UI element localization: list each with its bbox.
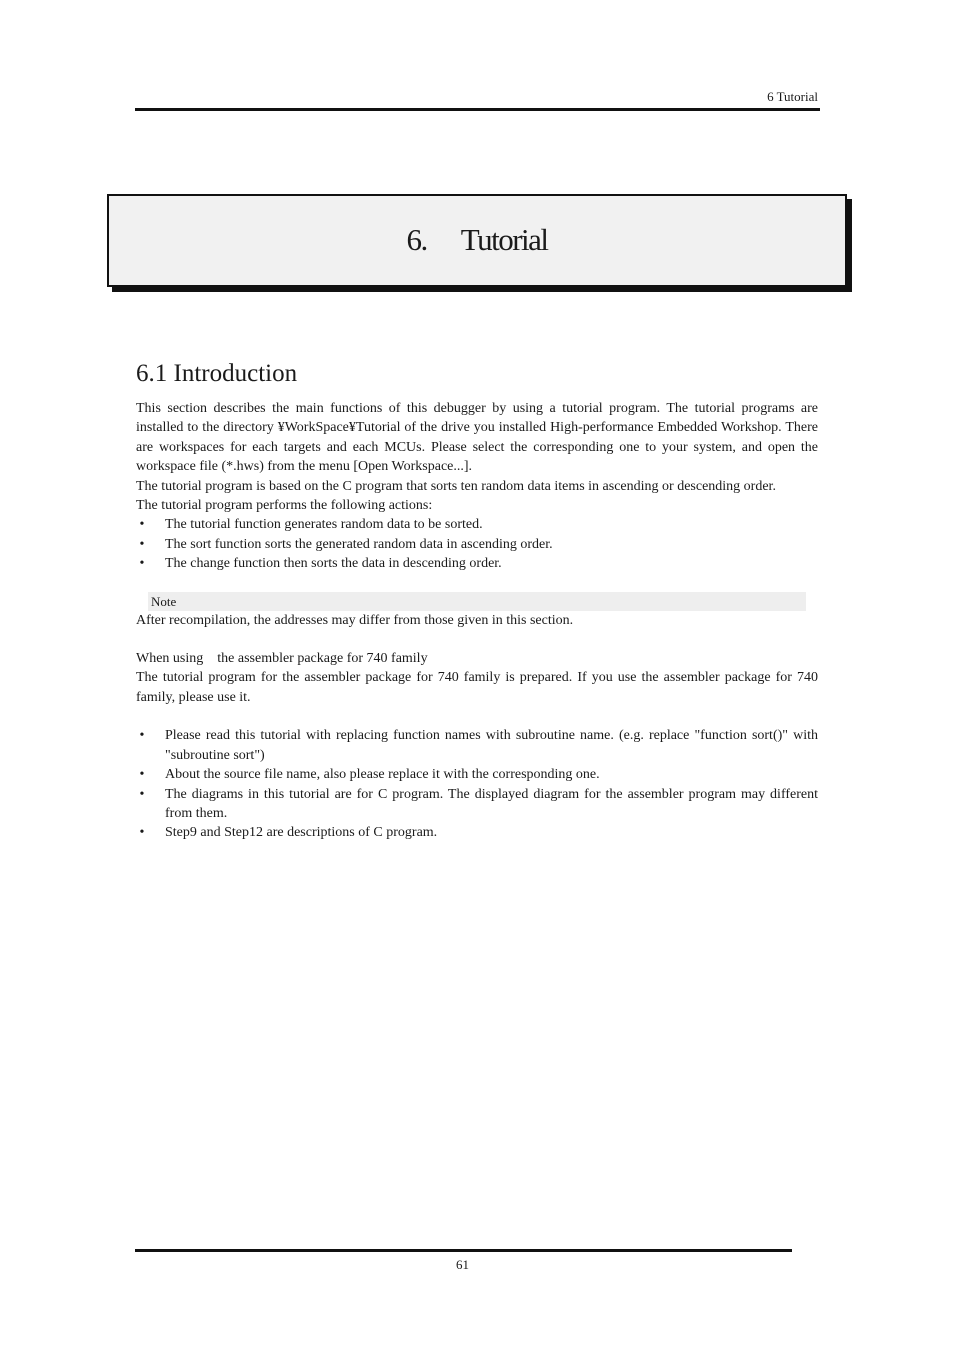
spacer (136, 707, 818, 726)
assembler-paragraph: The tutorial program for the assembler package for 740 family is prepared. If you use the assembler package for 740 family, please use it. (136, 670, 818, 705)
bullet-icon: • (139, 825, 145, 841)
note-label: Note (148, 592, 806, 611)
footer-rule (135, 1249, 792, 1252)
header-rule (135, 108, 820, 111)
list-item: • The diagrams in this tutorial are for C program. The displayed diagram for the assembler program may different from them. (136, 785, 818, 824)
bullet-icon: • (139, 767, 145, 783)
running-header: 6 Tutorial (767, 89, 818, 104)
list-item: • About the source file name, also please replace it with the corresponding one. (136, 765, 818, 784)
bullet-icon: • (139, 728, 145, 744)
spacer (136, 630, 818, 649)
note-text: After recompilation, the addresses may differ from those given in this section. (136, 612, 574, 628)
bullet-icon: • (139, 517, 145, 533)
chapter-title-text: Tutorial (460, 222, 548, 257)
bullet-icon: • (139, 536, 145, 552)
page-number: 61 (456, 1257, 469, 1272)
list-item: • Please read this tutorial with replacing function names with subroutine name. (e.g. replace "function sort()" with "subroutine sort") (136, 726, 818, 765)
list-item: • The tutorial function generates random data to be sorted. (136, 515, 818, 534)
chapter-number: 6. (406, 222, 427, 257)
bullet-icon: • (139, 556, 145, 572)
intro-paragraph: The tutorial program performs the following actions: (136, 498, 433, 514)
section-title: 6.1 Introduction (136, 360, 298, 387)
bullet-icon: • (139, 786, 145, 802)
section-body (136, 399, 818, 843)
chapter-title (109, 222, 845, 258)
list-item: • The sort function sorts the generated random data in ascending order. (136, 535, 818, 554)
intro-paragraph: This section describes the main functions of this debugger by using a tutorial program. The tutorial programs are installed to the directory ¥WorkSpace¥Tutorial of the drive you installed High-performance Embedded Workshop. There are workspaces for each targets and each MCUs. Please select the corresponding one to your system, and open the workspace file (*.hws) from the menu [Open Workspace...]. (136, 401, 818, 475)
actions-list (136, 515, 818, 573)
list-item: • The change function then sorts the data in descending order. (136, 554, 818, 573)
assembler-list (136, 726, 818, 842)
assembler-heading: When using the assembler package for 740 family (136, 651, 428, 667)
chapter-title-box (107, 194, 847, 287)
list-item: • Step9 and Step12 are descriptions of C program. (136, 823, 818, 842)
intro-paragraph: The tutorial program is based on the C program that sorts ten random data items in ascending or descending order. (136, 478, 776, 494)
